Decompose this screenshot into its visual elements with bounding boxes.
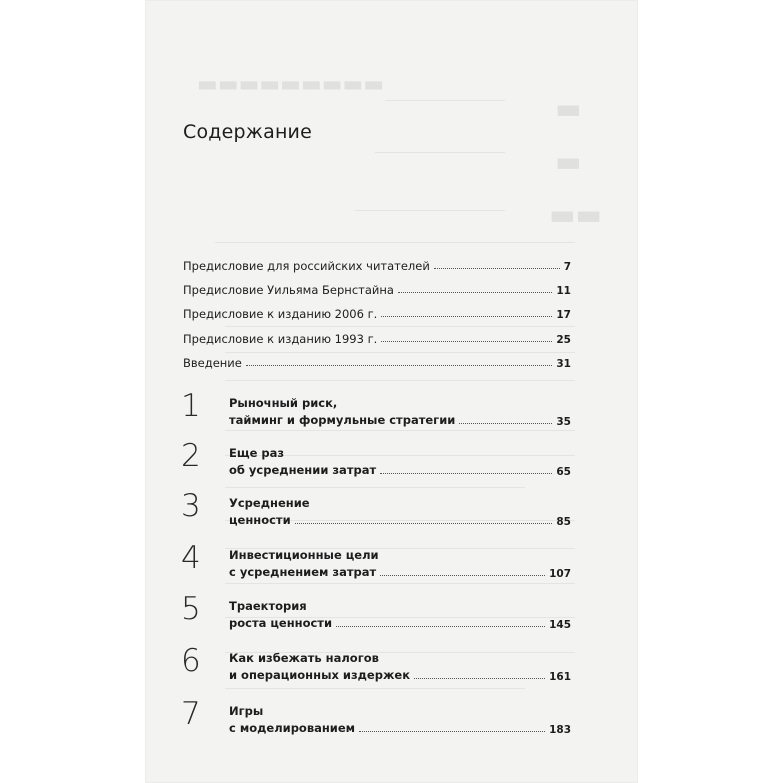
toc-entry bbox=[183, 279, 571, 297]
bleed-through bbox=[225, 380, 575, 381]
chapter-title-line1: Траектория bbox=[229, 599, 307, 613]
toc-chapter bbox=[181, 696, 571, 743]
chapter-title-line2: с усреднением затрат bbox=[229, 565, 377, 579]
toc-chapter bbox=[181, 488, 571, 535]
toc-entry-page: 31 bbox=[556, 358, 571, 370]
bleed-through bbox=[215, 242, 575, 243]
chapter-page: 183 bbox=[549, 724, 571, 736]
toc-entry bbox=[183, 303, 571, 321]
chapter-title-line1: Как избежать налогов bbox=[229, 651, 379, 665]
chapter-number: 2 bbox=[181, 438, 201, 474]
bleed-through bbox=[375, 152, 505, 153]
chapter-title-line2: тайминг и формульные стратегии bbox=[229, 413, 456, 427]
toc-chapter bbox=[181, 438, 571, 485]
toc-entry-page: 25 bbox=[556, 334, 571, 346]
chapter-number: 6 bbox=[181, 643, 201, 679]
toc-entry-page: 11 bbox=[556, 285, 571, 297]
chapter-page: 35 bbox=[556, 416, 571, 428]
leader-dots bbox=[359, 730, 545, 732]
book-page bbox=[145, 0, 638, 783]
chapter-page: 161 bbox=[549, 671, 571, 683]
toc-entry-page: 7 bbox=[563, 261, 571, 273]
chapter-number: 4 bbox=[181, 540, 201, 576]
chapter-title-line1: Игры bbox=[229, 704, 264, 718]
chapter-title-line2: об усреднении затрат bbox=[229, 463, 377, 477]
leader-dots bbox=[381, 340, 552, 342]
leader-dots bbox=[398, 291, 552, 293]
toc-chapter bbox=[181, 643, 571, 690]
toc-entry bbox=[183, 352, 571, 370]
chapter-page: 107 bbox=[549, 568, 571, 580]
chapter-title-line2: ценности bbox=[229, 513, 291, 527]
leader-dots bbox=[295, 522, 553, 524]
chapter-page: 65 bbox=[556, 466, 571, 478]
chapter-page: 145 bbox=[549, 619, 571, 631]
toc-entry-page: 17 bbox=[556, 309, 571, 321]
leader-dots bbox=[381, 315, 552, 317]
chapter-title-line1: Рыночный риск, bbox=[229, 396, 338, 410]
leader-dots bbox=[380, 574, 545, 576]
bleed-through bbox=[355, 210, 505, 211]
bleed-through bbox=[225, 487, 525, 488]
toc-chapter bbox=[181, 591, 571, 638]
leader-dots bbox=[459, 422, 552, 424]
bleed-through bbox=[225, 326, 575, 327]
toc-entry-label: Предисловие Уильяма Бернстайна bbox=[183, 283, 394, 297]
chapter-title-line2: и операционных издержек bbox=[229, 668, 411, 682]
bleed-through: ​▬ bbox=[555, 92, 582, 125]
leader-dots bbox=[336, 625, 545, 627]
leader-dots bbox=[414, 677, 545, 679]
chapter-title-line1: Еще раз bbox=[229, 446, 285, 460]
toc-chapter bbox=[181, 388, 571, 435]
toc-entry-label: Предисловие для российских читателей bbox=[183, 259, 430, 273]
bleed-through: ​▬▬ bbox=[549, 198, 602, 231]
bleed-through: ​▬ bbox=[555, 145, 582, 178]
chapter-title-line2: с моделированием bbox=[229, 721, 356, 735]
leader-dots bbox=[380, 472, 552, 474]
chapter-title-line1: Инвестиционные цели bbox=[229, 548, 379, 562]
chapter-number: 1 bbox=[181, 388, 201, 424]
chapter-number: 5 bbox=[181, 591, 201, 627]
toc-title: Содержание bbox=[183, 120, 312, 143]
toc-chapter bbox=[181, 540, 571, 587]
toc-entry bbox=[183, 255, 571, 273]
bleed-through bbox=[385, 100, 505, 101]
toc-entry-label: Введение bbox=[183, 356, 242, 370]
toc-entry-label: Предисловие к изданию 2006 г. bbox=[183, 307, 378, 321]
bleed-through: ​▬▬▬▬▬▬▬▬▬ bbox=[197, 72, 385, 97]
chapter-title-line2: роста ценности bbox=[229, 616, 333, 630]
toc-entry bbox=[183, 328, 571, 346]
leader-dots bbox=[246, 364, 553, 366]
toc-entry-label: Предисловие к изданию 1993 г. bbox=[183, 332, 378, 346]
chapter-number: 3 bbox=[181, 488, 201, 524]
chapter-page: 85 bbox=[556, 516, 571, 528]
leader-dots bbox=[434, 267, 560, 269]
chapter-title-line1: Усреднение bbox=[229, 496, 310, 510]
chapter-number: 7 bbox=[181, 696, 201, 732]
